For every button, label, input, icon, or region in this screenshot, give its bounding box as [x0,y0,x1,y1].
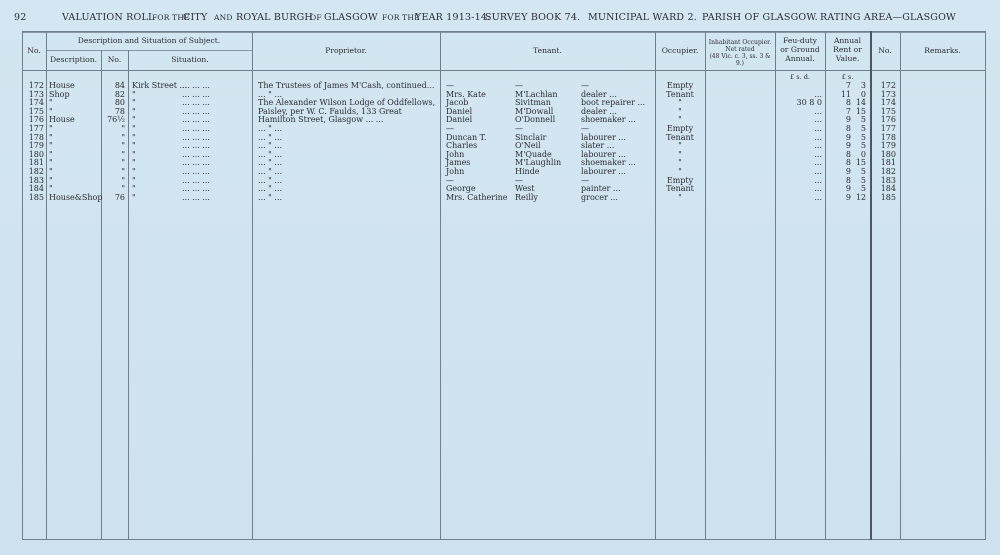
row-no: 180 [28,149,44,159]
row-no: 175 [28,106,44,116]
row-proprietor: ... " ... [258,175,283,185]
row-rent-shillings: 12 [855,192,866,202]
row-house-number: " [121,141,125,151]
row-situation: " [132,115,136,125]
row-no-right: 182 [880,167,896,176]
row-tenant-first: John [446,167,465,176]
row-proprietor: ... " ... [258,149,283,159]
row-proprietor: ... " ... [258,132,283,142]
row-situation: " [132,175,136,185]
page-number: 92 [14,12,27,23]
row-situation-dots: ... ... ... [182,115,210,125]
col-header-no3: No. [878,46,892,55]
row-tenant-occupation: shoemaker ... [581,115,636,125]
row-proprietor: ... " ... [258,167,283,176]
col-header-remarks: Remarks. [924,46,961,55]
row-no-right: 180 [880,149,896,159]
row-tenant-last: M'Quade [515,149,552,159]
row-no: 185 [28,192,44,202]
rating-area: RATING AREA—GLASGOW [820,12,957,23]
row-situation-dots: ... ... ... [182,184,210,194]
row-situation: " [132,124,136,133]
row-situation: Kirk Street ... [132,81,188,90]
row-proprietor: ... " ... [258,141,283,151]
row-occupier: Empty [666,175,694,185]
row-rent-shillings: 14 [855,98,866,108]
row-feu-duty: ... [814,89,822,99]
row-rent-shillings: 5 [860,184,866,194]
row-tenant-occupation: labourer ... [581,132,626,142]
row-house-number: 84 [114,81,125,90]
roll-table [22,31,986,540]
row-situation: " [132,141,136,151]
row-proprietor: ... " ... [258,184,283,194]
row-house-number: " [121,132,125,142]
col-header-inhabitant-line: (48 Vic. c. 3, ss. 3 & 9.) [709,53,771,67]
row-rent-shillings: 0 [860,89,866,99]
row-no-right: 181 [880,158,896,168]
col-header-proprietor: Proprietor. [325,46,367,55]
row-situation-dots: ... ... ... [182,175,210,185]
row-tenant-last: M'Laughlin [515,158,562,168]
page-header [0,12,1000,26]
row-tenant-last: — [515,81,523,90]
row-tenant-last: — [515,175,523,185]
row-tenant-occupation: labourer ... [581,149,626,159]
row-house-number: " [121,184,125,194]
row-situation: " [132,89,136,99]
row-feu-duty: ... [814,184,822,194]
title-part: CITY [183,12,208,23]
row-situation: " [132,184,136,194]
row-description: " [49,167,53,176]
rule-v [900,31,901,540]
row-rent-pounds: 9 [845,167,851,176]
rule-v [46,31,47,540]
row-rent-pounds: 9 [845,132,851,142]
row-no: 172 [28,81,44,90]
row-rent-pounds: 7 [845,106,851,116]
row-house-number: 78 [114,106,125,116]
col-header-inhabitant-line: Net rated [725,46,755,53]
row-feu-duty: ... [814,124,822,133]
row-tenant-last: Hinde [515,167,540,176]
row-rent-pounds: 8 [845,98,851,108]
row-description: " [49,141,53,151]
row-no-right: 175 [880,106,896,116]
row-house-number: 80 [114,98,125,108]
row-tenant-last: O'Neil [515,141,541,151]
col-header-desc-group: Description and Situation of Subject. [77,36,221,45]
row-tenant-occupation: dealer ... [581,89,617,99]
row-rent-shillings: 5 [860,124,866,133]
row-tenant-last: M'Dowall [515,106,554,116]
row-no: 182 [28,167,44,176]
row-house-number: " [121,158,125,168]
row-situation-dots: ... ... ... [182,149,210,159]
row-proprietor: The Trustees of James M'Cash, continued... [258,81,435,90]
row-feu-duty: ... [814,158,822,168]
row-house-number: " [121,175,125,185]
row-tenant-occupation: — [581,124,589,133]
row-occupier: " [678,98,682,108]
row-no: 179 [28,141,44,151]
row-rent-pounds: 8 [845,149,851,159]
feu-lsd-header: £ s. d. [790,73,810,81]
rule-v [128,50,129,540]
title-part: GLASGOW [324,12,378,23]
col-header-feu-line: Feu-duty [783,36,817,45]
row-rent-pounds: 9 [845,115,851,125]
col-header-no: No. [27,46,41,55]
row-description: " [49,149,53,159]
row-occupier: " [678,167,682,176]
row-no-right: 174 [880,98,896,108]
row-rent-pounds: 9 [845,141,851,151]
row-situation: " [132,167,136,176]
row-tenant-occupation: labourer ... [581,167,626,176]
row-occupier: " [678,115,682,125]
row-no-right: 177 [880,124,896,133]
parish: PARISH OF GLASGOW. [702,12,818,23]
row-situation: " [132,158,136,168]
row-situation-dots: ... ... ... [182,192,210,202]
title-part: VALUATION ROLL [62,12,155,23]
row-tenant-last: West [515,184,535,194]
row-feu-duty: 30 8 0 [796,98,822,108]
row-tenant-occupation: dealer ... [581,106,617,116]
row-situation: " [132,106,136,116]
row-house-number: " [121,124,125,133]
row-rent-shillings: 5 [860,175,866,185]
row-rent-pounds: 11 [840,89,851,99]
row-tenant-occupation: painter ... [581,184,621,194]
row-situation-dots: ... ... ... [182,124,210,133]
municipal-ward: MUNICIPAL WARD 2. [588,12,697,23]
col-header-description: Description. [49,55,97,64]
row-tenant-first: John [446,149,465,159]
row-rent-shillings: 0 [860,149,866,159]
row-situation-dots: ... ... ... [182,158,210,168]
row-tenant-last: — [515,124,523,133]
row-rent-shillings: 5 [860,141,866,151]
rule-v [440,31,441,540]
survey-book: SURVEY BOOK 74. [485,12,581,23]
row-tenant-last: O'Donnell [515,115,556,125]
row-rent-shillings: 15 [855,158,866,168]
row-tenant-occupation: — [581,175,589,185]
col-header-feu [775,36,825,63]
row-proprietor: ... " ... [258,124,283,133]
col-header-no2: No. [107,55,122,64]
row-occupier: Tenant [666,184,694,194]
row-no-right: 183 [880,175,896,185]
rule-top-double [22,32,986,33]
row-situation: " [132,98,136,108]
row-tenant-first: Mrs. Kate [446,89,486,99]
row-feu-duty: ... [814,192,822,202]
row-rent-pounds: 8 [845,175,851,185]
row-description: " [49,98,53,108]
row-proprietor: ... " ... [258,89,283,99]
row-description: " [49,132,53,142]
row-house-number: 76½ [107,115,125,125]
rule-header-bottom [22,70,986,71]
row-tenant-first: Charles [446,141,478,151]
row-occupier: " [678,192,682,202]
row-proprietor: ... " ... [258,192,283,202]
row-proprietor: Hamilton Street, Glasgow ... ... [258,115,384,125]
row-rent-shillings: 5 [860,132,866,142]
row-feu-duty: ... [814,167,822,176]
row-occupier: " [678,141,682,151]
col-header-inhabitant-line: Inhabitant Occupier. [708,39,772,46]
title-part: FOR THE [382,13,420,22]
row-no-right: 178 [880,132,896,142]
row-occupier: " [678,106,682,116]
row-situation-dots: ... ... ... [182,132,210,142]
row-house-number: 82 [114,89,125,99]
row-tenant-first: Jacob [446,98,469,108]
row-tenant-first: James [446,158,471,168]
row-no-right: 184 [880,184,896,194]
row-rent-shillings: 15 [855,106,866,116]
row-occupier: Tenant [666,132,694,142]
col-header-inhabitant [705,39,775,67]
row-tenant-first: Mrs. Catherine [446,192,508,202]
row-feu-duty: ... [814,175,822,185]
row-situation-dots: ... ... ... [182,89,210,99]
col-header-tenant: Tenant. [533,46,562,55]
row-feu-duty: ... [814,149,822,159]
col-header-occupier: Occupier. [661,46,699,55]
rule-v [705,31,706,540]
title-part: FOR THE [152,13,190,22]
rule-v [985,31,986,540]
row-no-right: 173 [880,89,896,99]
col-header-annual-line: Annual [833,36,862,45]
row-house-number: 76 [114,192,125,202]
row-situation-dots: ... ... ... [182,141,210,151]
rule-desc-group [46,50,252,51]
row-description: House [49,81,75,90]
row-no: 173 [28,89,44,99]
row-tenant-first: — [446,124,454,133]
row-tenant-last: Sinclair [515,132,547,142]
row-occupier: Empty [666,81,694,90]
row-feu-duty: ... [814,115,822,125]
row-description: House [49,115,75,125]
row-situation-dots: ... ... ... [182,81,210,90]
title-part: ROYAL BURGH [236,12,313,23]
row-rent-shillings: 3 [860,81,866,90]
row-tenant-occupation: slater ... [581,141,615,151]
row-feu-duty: ... [814,132,822,142]
col-header-annual-line: Value. [835,54,860,63]
row-rent-shillings: 5 [860,115,866,125]
row-situation-dots: ... ... ... [182,98,210,108]
row-no: 174 [28,98,44,108]
rule-v [252,31,253,540]
row-tenant-occupation: boot repairer ... [581,98,646,108]
row-rent-pounds: 8 [845,158,851,168]
col-header-situation: Situation. [171,55,209,64]
row-proprietor: The Alexander Wilson Lodge of Oddfellows, [258,98,436,108]
rule-bottom [22,539,986,540]
row-no: 184 [28,184,44,194]
row-no-right: 179 [880,141,896,151]
row-description: House&Shop [49,192,103,202]
row-situation-dots: ... ... ... [182,106,210,116]
row-no: 181 [28,158,44,168]
row-rent-pounds: 8 [845,124,851,133]
row-description: " [49,175,53,185]
row-no: 176 [28,115,44,125]
row-house-number: " [121,149,125,159]
row-tenant-occupation: shoemaker ... [581,158,636,168]
row-tenant-last: Sivitman [515,98,551,108]
row-tenant-last: Reilly [515,192,538,202]
row-tenant-first: Daniel [446,106,473,116]
row-no-right: 185 [880,192,896,202]
row-rent-pounds: 9 [845,184,851,194]
row-tenant-first: Duncan T. [446,132,487,142]
col-header-feu-line: Annual. [785,54,815,63]
row-situation: " [132,192,136,202]
row-situation: " [132,132,136,142]
row-house-number: " [121,167,125,176]
row-tenant-first: George [446,184,476,194]
row-tenant-occupation: grocer ... [581,192,618,202]
row-rent-pounds: 9 [845,192,851,202]
row-proprietor: Paisley, per W. C. Faulds, 133 Great [258,106,402,116]
row-rent-shillings: 5 [860,167,866,176]
row-no: 178 [28,132,44,142]
row-no-right: 176 [880,115,896,125]
col-header-feu-line: or Ground [780,45,820,54]
row-occupier: Empty [666,124,694,133]
row-feu-duty: ... [814,141,822,151]
row-situation: " [132,149,136,159]
row-occupier: " [678,158,682,168]
row-tenant-first: — [446,81,454,90]
row-description: " [49,184,53,194]
row-tenant-occupation: — [581,81,589,90]
row-description: " [49,106,53,116]
title-part: AND [214,13,233,22]
title-part: OF [310,13,322,22]
row-no: 183 [28,175,44,185]
row-proprietor: ... " ... [258,158,283,168]
row-tenant-last: M'Lachlan [515,89,558,99]
title-part: YEAR 1913-14. [415,12,491,23]
col-header-annual [825,36,870,63]
row-situation-dots: ... ... ... [182,167,210,176]
row-occupier: " [678,149,682,159]
col-header-annual-line: Rent or [833,45,862,54]
row-no: 177 [28,124,44,133]
row-description: " [49,158,53,168]
row-description: " [49,124,53,133]
row-no-right: 172 [880,81,896,90]
row-occupier: Tenant [666,89,694,99]
row-description: Shop [49,89,70,99]
row-feu-duty: ... [814,106,822,116]
row-tenant-first: Daniel [446,115,473,125]
row-rent-pounds: 7 [845,81,851,90]
rent-ls-header: £ s. [841,73,854,81]
row-tenant-first: — [446,175,454,185]
